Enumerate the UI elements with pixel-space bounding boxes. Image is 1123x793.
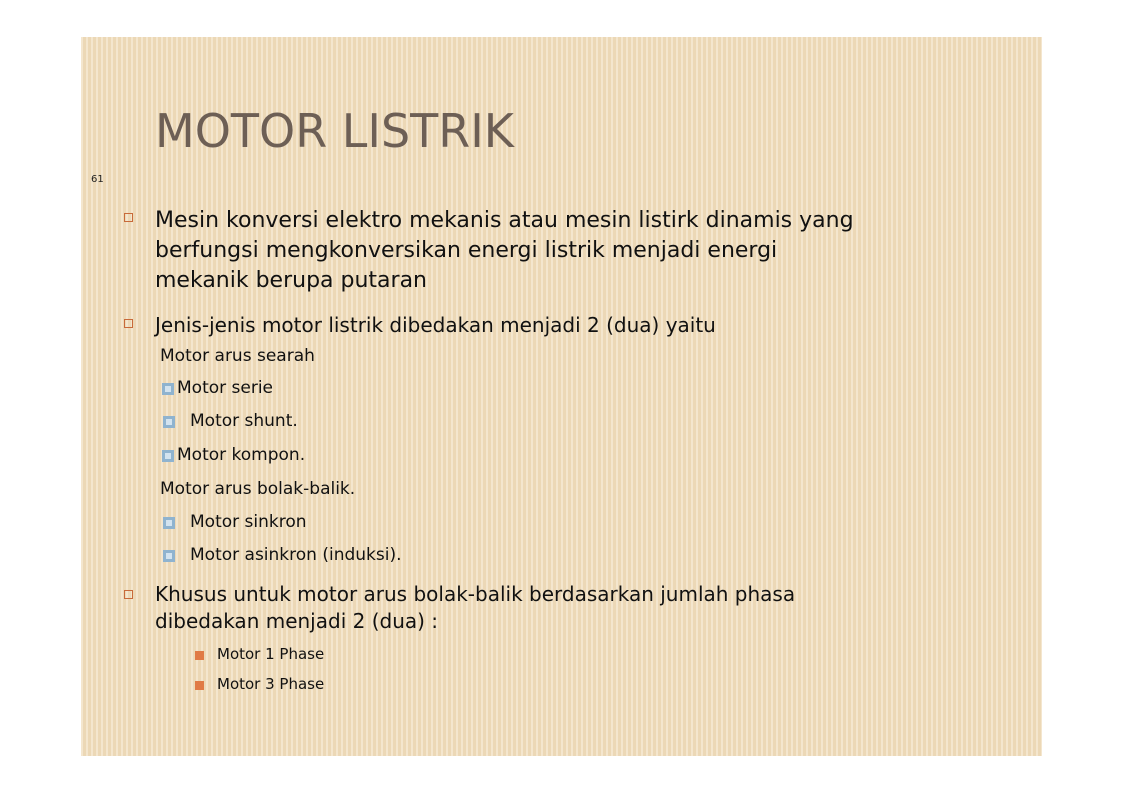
- bullet-1-line-3: mekanik berupa putaran: [155, 268, 428, 293]
- bullet-3-line-1: Khusus untuk motor arus bolak-balik berdasarkan jumlah phasa: [155, 582, 796, 606]
- phase-type-item: Motor 3 Phase: [217, 675, 325, 693]
- bullet-1-line-2: berfungsi mengkonversikan energi listrik menjadi energi: [155, 238, 778, 263]
- hollow-square-bullet-icon: [124, 590, 133, 599]
- hollow-square-bullet-icon: [124, 213, 133, 222]
- orange-square-bullet-icon: [195, 651, 204, 660]
- slide-title: MOTOR LISTRIK: [155, 104, 514, 158]
- blue-square-bullet-icon: [162, 450, 174, 462]
- ac-type-item: Motor sinkron: [190, 512, 307, 532]
- ac-motor-heading: Motor arus bolak-balik.: [160, 479, 356, 499]
- dc-motor-heading: Motor arus searah: [160, 346, 315, 366]
- page-number: 61: [91, 174, 104, 185]
- blue-square-bullet-icon: [163, 416, 175, 428]
- orange-square-bullet-icon: [195, 681, 204, 690]
- bullet-3-line-2: dibedakan menjadi 2 (dua) :: [155, 609, 439, 633]
- ac-type-item: Motor asinkron (induksi).: [190, 545, 402, 565]
- dc-type-item: Motor serie: [177, 378, 274, 398]
- hollow-square-bullet-icon: [124, 319, 133, 328]
- dc-type-item: Motor kompon.: [177, 445, 306, 465]
- blue-square-bullet-icon: [163, 550, 175, 562]
- blue-square-bullet-icon: [163, 517, 175, 529]
- phase-type-item: Motor 1 Phase: [217, 645, 325, 663]
- bullet-1-line-1: Mesin konversi elektro mekanis atau mesin listirk dinamis yang: [155, 208, 854, 233]
- dc-type-item: Motor shunt.: [190, 411, 298, 431]
- bullet-2-line-1: Jenis-jenis motor listrik dibedakan menjadi 2 (dua) yaitu: [155, 313, 716, 337]
- blue-square-bullet-icon: [162, 383, 174, 395]
